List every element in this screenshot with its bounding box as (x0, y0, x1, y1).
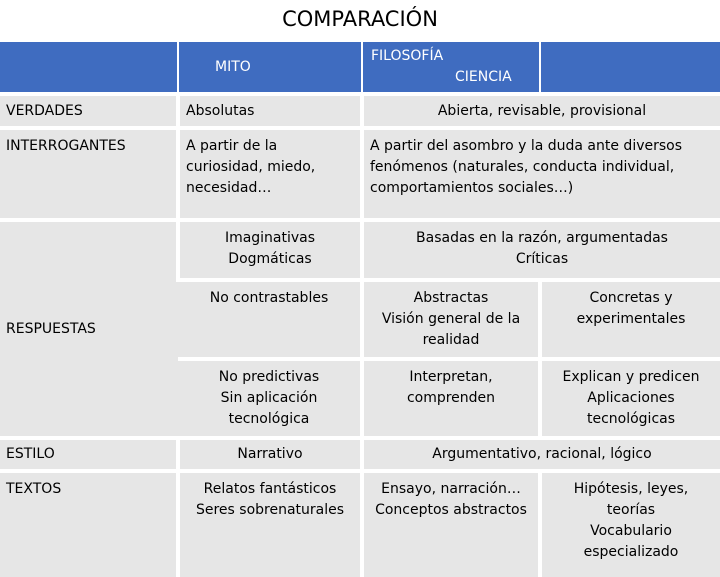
respuestas-mito-3-line-1: No predictivas (218, 369, 320, 385)
verdades-filosofia-ciencia: Abierta, revisable, provisional (362, 94, 720, 128)
respuestas-mito-2: No contrastables (178, 280, 362, 359)
estilo-mito: Narrativo (178, 438, 362, 471)
textos-mito-line-1: Relatos fantásticos (203, 481, 337, 497)
textos-ciencia-line-2: Vocabulario especializado (583, 523, 679, 560)
respuestas-mito-1 (178, 220, 362, 280)
header-row (0, 42, 720, 94)
verdades-mito: Absolutas (178, 94, 362, 128)
respuestas-filosofia-ciencia-1 (362, 220, 720, 280)
textos-ciencia-line-1: Hipótesis, leyes, teorías (573, 481, 689, 518)
header-empty-cell (0, 42, 178, 94)
respuestas-filosofia-3-line-1: Interpretan, comprenden (406, 369, 496, 406)
respuestas-ciencia-3-line-1: Explican y predicen (562, 369, 700, 385)
respuestas-mito-1-line-2: Dogmáticas (228, 251, 312, 267)
respuestas-filosofia-2-line-1: Abstractas (413, 290, 489, 306)
respuestas-mito-3-line-2: Sin aplicación tecnológica (220, 390, 318, 427)
respuestas-mito-3 (178, 359, 362, 438)
header-mito-label: MITO (215, 58, 251, 75)
row-label-interrogantes: INTERROGANTES (0, 128, 178, 220)
header-ciencia-label: CIENCIA (455, 69, 512, 85)
header-ciencia-cell (540, 42, 720, 94)
respuestas-mito-1-line-1: Imaginativas (224, 230, 316, 246)
textos-mito-line-2: Seres sobrenaturales (195, 502, 345, 518)
respuestas-filosofia-3 (362, 359, 540, 438)
respuestas-filosofia-ciencia-1-line-1: Basadas en la razón, argumentadas (416, 230, 668, 246)
respuestas-ciencia-3-line-2: Aplicaciones tecnológicas (586, 390, 676, 427)
textos-filosofia-line-1: Ensayo, narración… (381, 481, 521, 497)
comparison-table (0, 42, 720, 577)
header-filosofia (362, 42, 540, 94)
row-label-respuestas: RESPUESTAS (0, 220, 178, 438)
row-interrogantes (0, 128, 720, 220)
respuestas-filosofia-2-line-2: Visión general de la realidad (381, 311, 521, 348)
interrogantes-mito: A partir de la curiosidad, miedo, necesidad… (178, 128, 362, 220)
interrogantes-filosofia-ciencia: A partir del asombro y la duda ante diversos fenómenos (naturales, conducta individual, comportamientos sociales…) (362, 128, 720, 220)
respuestas-filosofia-ciencia-1-line-2: Críticas (515, 251, 569, 267)
textos-filosofia (362, 471, 540, 577)
respuestas-ciencia-2 (540, 280, 720, 359)
row-label-estilo: ESTILO (0, 438, 178, 471)
respuestas-ciencia-3 (540, 359, 720, 438)
textos-mito (178, 471, 362, 577)
row-respuestas-1 (0, 220, 720, 280)
page-title: COMPARACIÓN (282, 7, 438, 31)
respuestas-filosofia-2 (362, 280, 540, 359)
row-textos (0, 471, 720, 577)
row-estilo (0, 438, 720, 471)
row-label-verdades: VERDADES (0, 94, 178, 128)
textos-filosofia-line-2: Conceptos abstractos (375, 502, 527, 518)
row-verdades (0, 94, 720, 128)
header-mito (178, 42, 362, 94)
estilo-filosofia-ciencia: Argumentativo, racional, lógico (362, 438, 720, 471)
textos-ciencia (540, 471, 720, 577)
header-filosofia-label: FILOSOFÍA (371, 48, 444, 64)
respuestas-ciencia-2-line-1: Concretas y experimentales (576, 290, 686, 327)
row-label-textos: TEXTOS (0, 471, 178, 577)
